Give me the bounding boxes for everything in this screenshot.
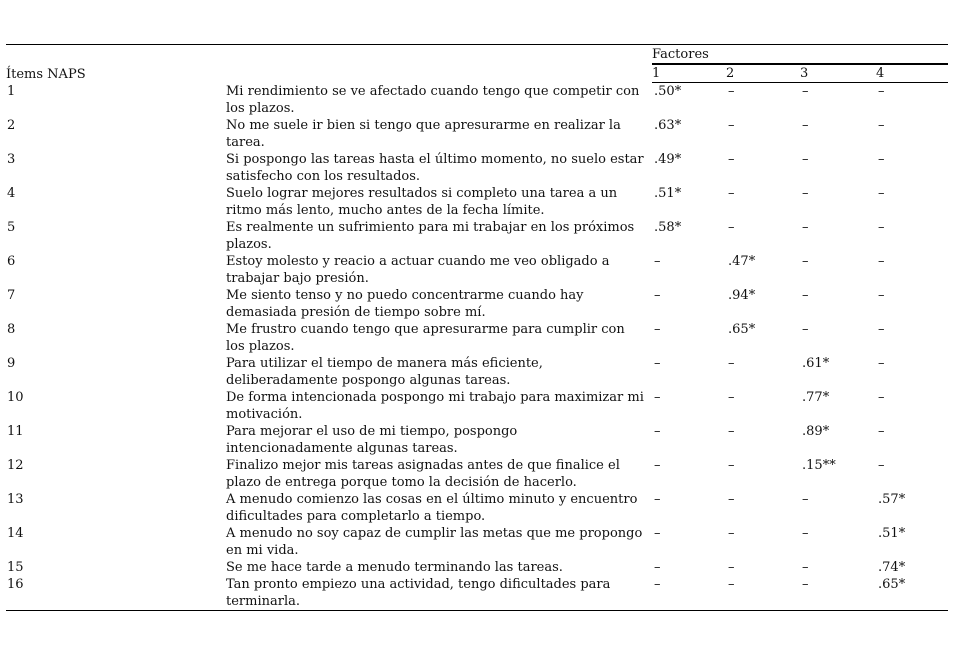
item-number: 5 <box>7 219 16 235</box>
items-naps-header: Ítems NAPS <box>6 45 652 83</box>
item-text: Se me hace tarde a menudo terminando las tareas. <box>226 559 563 575</box>
item-number: 10 <box>7 389 24 405</box>
factor-3-loading: .89* <box>802 423 830 439</box>
table-body <box>6 83 948 611</box>
factor-1-loading: .51* <box>654 185 682 201</box>
factor-1-loading: .49* <box>654 151 682 167</box>
factor-4-loading: – <box>878 185 885 201</box>
header-row-factors <box>6 45 948 65</box>
factor-3-loading: .61* <box>802 355 830 371</box>
factor-2-loading: – <box>728 457 735 473</box>
item-text: Finalizo mejor mis tareas asignadas antes de que finalice el plazo de entrega porque tomo la decisión de hacerlo. <box>226 457 620 490</box>
factor-3-loading: – <box>802 117 809 133</box>
item-number: 8 <box>7 321 16 337</box>
item-text: Para mejorar el uso de mi tiempo, pospongo intencionadamente algunas tareas. <box>226 423 518 456</box>
factor-3-loading: – <box>802 525 809 541</box>
factor-4-loading: – <box>878 117 885 133</box>
factor-2-loading: – <box>728 423 735 439</box>
item-text: A menudo comienzo las cosas en el último minuto y encuentro dificultades para completarlo a tiempo. <box>226 491 638 524</box>
factor-1-loading: – <box>654 491 661 507</box>
item-number: 15 <box>7 559 24 575</box>
factor-2-loading: – <box>728 151 735 167</box>
item-number: 7 <box>7 287 16 303</box>
factor-2-loading: – <box>728 355 735 371</box>
factor-1-loading: – <box>654 287 661 303</box>
factor-2-loading: .65* <box>728 321 756 337</box>
factor-1-loading: – <box>654 525 661 541</box>
factor-4-loading: – <box>878 219 885 235</box>
factor-2-loading: – <box>728 185 735 201</box>
factor-2-loading: .94* <box>728 287 756 303</box>
item-number: 12 <box>7 457 24 473</box>
table-row <box>6 457 948 491</box>
item-number: 4 <box>7 185 16 201</box>
item-number: 9 <box>7 355 16 371</box>
factor-4-loading: – <box>878 423 885 439</box>
factor-3-loading: – <box>802 253 809 269</box>
factor-2-loading: – <box>728 525 735 541</box>
naps-factor-table <box>6 44 948 611</box>
item-number: 1 <box>7 83 16 99</box>
item-number: 3 <box>7 151 16 167</box>
factor-3-loading: .77* <box>802 389 830 405</box>
item-number: 6 <box>7 253 16 269</box>
item-text: Para utilizar el tiempo de manera más eficiente, deliberadamente pospongo algunas tareas. <box>226 355 543 388</box>
factor-1-loading: – <box>654 389 661 405</box>
factor-1-loading: – <box>654 321 661 337</box>
factor-4-loading: .74* <box>878 559 906 575</box>
factor-4-loading: – <box>878 457 885 473</box>
table-row <box>6 185 948 219</box>
factor-3-loading: – <box>802 84 809 99</box>
factor-1-loading: .63* <box>654 117 682 133</box>
factor-3-loading: – <box>800 576 876 611</box>
factor-1-loading: – <box>654 457 661 473</box>
factor-2-header: 2 <box>726 64 800 83</box>
table-row <box>6 576 948 611</box>
table-row <box>6 117 948 151</box>
table-row <box>6 423 948 457</box>
factor-2-loading: – <box>726 576 800 611</box>
table-row <box>6 355 948 389</box>
factor-4-loading: .65* <box>876 576 948 611</box>
item-text: Me frustro cuando tengo que apresurarme para cumplir con los plazos. <box>226 321 625 354</box>
factor-3-loading: – <box>802 219 809 235</box>
item-text: Mi rendimiento se ve afectado cuando tengo que competir con los plazos. <box>226 83 640 116</box>
item-number: 14 <box>7 525 24 541</box>
factor-2-loading: – <box>728 491 735 507</box>
table-row <box>6 491 948 525</box>
factor-3-loading: – <box>802 151 809 167</box>
factor-4-loading: – <box>878 355 885 371</box>
table-row <box>6 253 948 287</box>
item-number: 2 <box>7 117 16 133</box>
table-row <box>6 389 948 423</box>
factor-2-loading: – <box>728 84 735 99</box>
factor-4-header: 4 <box>876 64 948 83</box>
factor-3-loading: – <box>802 491 809 507</box>
item-number: 13 <box>7 491 24 507</box>
item-text: Estoy molesto y reacio a actuar cuando me veo obligado a trabajar bajo presión. <box>226 253 610 286</box>
naps-factor-table-container <box>6 44 948 611</box>
table-row <box>6 219 948 253</box>
factor-4-loading: – <box>878 321 885 337</box>
factor-2-loading: – <box>728 389 735 405</box>
table-row <box>6 287 948 321</box>
factor-3-loading: – <box>802 321 809 337</box>
table-row <box>6 321 948 355</box>
item-number: 16 <box>6 576 226 611</box>
table-row <box>6 525 948 559</box>
factor-2-loading: – <box>728 117 735 133</box>
factor-1-loading: – <box>654 559 661 575</box>
factor-1-header: 1 <box>652 64 726 83</box>
factor-1-loading: .58* <box>654 219 682 235</box>
factor-4-loading: – <box>878 253 885 269</box>
table-row <box>6 83 948 117</box>
factor-4-loading: – <box>878 84 885 99</box>
factor-1-loading: – <box>654 423 661 439</box>
factor-4-loading: – <box>878 151 885 167</box>
factor-1-loading: .50* <box>654 84 682 99</box>
factor-1-loading: – <box>654 355 661 371</box>
item-text: A menudo no soy capaz de cumplir las metas que me propongo en mi vida. <box>226 525 643 558</box>
item-text: Me siento tenso y no puedo concentrarme cuando hay demasiada presión de tiempo sobre mí. <box>226 287 584 320</box>
item-number: 11 <box>7 423 24 439</box>
factor-3-loading: .15** <box>802 457 836 473</box>
item-text: No me suele ir bien si tengo que apresurarme en realizar la tarea. <box>226 117 621 150</box>
item-text: Suelo lograr mejores resultados si completo una tarea a un ritmo más lento, mucho antes de la fecha límite. <box>226 185 618 218</box>
factor-4-loading: .51* <box>878 525 906 541</box>
item-text: Tan pronto empiezo una actividad, tengo dificultades para terminarla. <box>226 576 652 611</box>
factor-2-loading: .47* <box>728 253 756 269</box>
item-text: De forma intencionada pospongo mi trabajo para maximizar mi motivación. <box>226 389 644 422</box>
table-row <box>6 151 948 185</box>
factor-4-loading: .57* <box>878 491 906 507</box>
table-row <box>6 559 948 576</box>
factor-3-loading: – <box>802 559 809 575</box>
factor-4-loading: – <box>878 389 885 405</box>
factor-3-loading: – <box>802 287 809 303</box>
factor-4-loading: – <box>878 287 885 303</box>
factor-1-loading: – <box>652 576 726 611</box>
factor-2-loading: – <box>728 559 735 575</box>
item-text: Es realmente un sufrimiento para mi trabajar en los próximos plazos. <box>226 219 635 252</box>
item-text: Si pospongo las tareas hasta el último momento, no suelo estar satisfecho con los resultados. <box>226 151 644 184</box>
factors-header: Factores <box>652 45 948 65</box>
factor-3-header: 3 <box>800 64 876 83</box>
factor-2-loading: – <box>728 219 735 235</box>
factor-3-loading: – <box>802 185 809 201</box>
factor-1-loading: – <box>654 253 661 269</box>
